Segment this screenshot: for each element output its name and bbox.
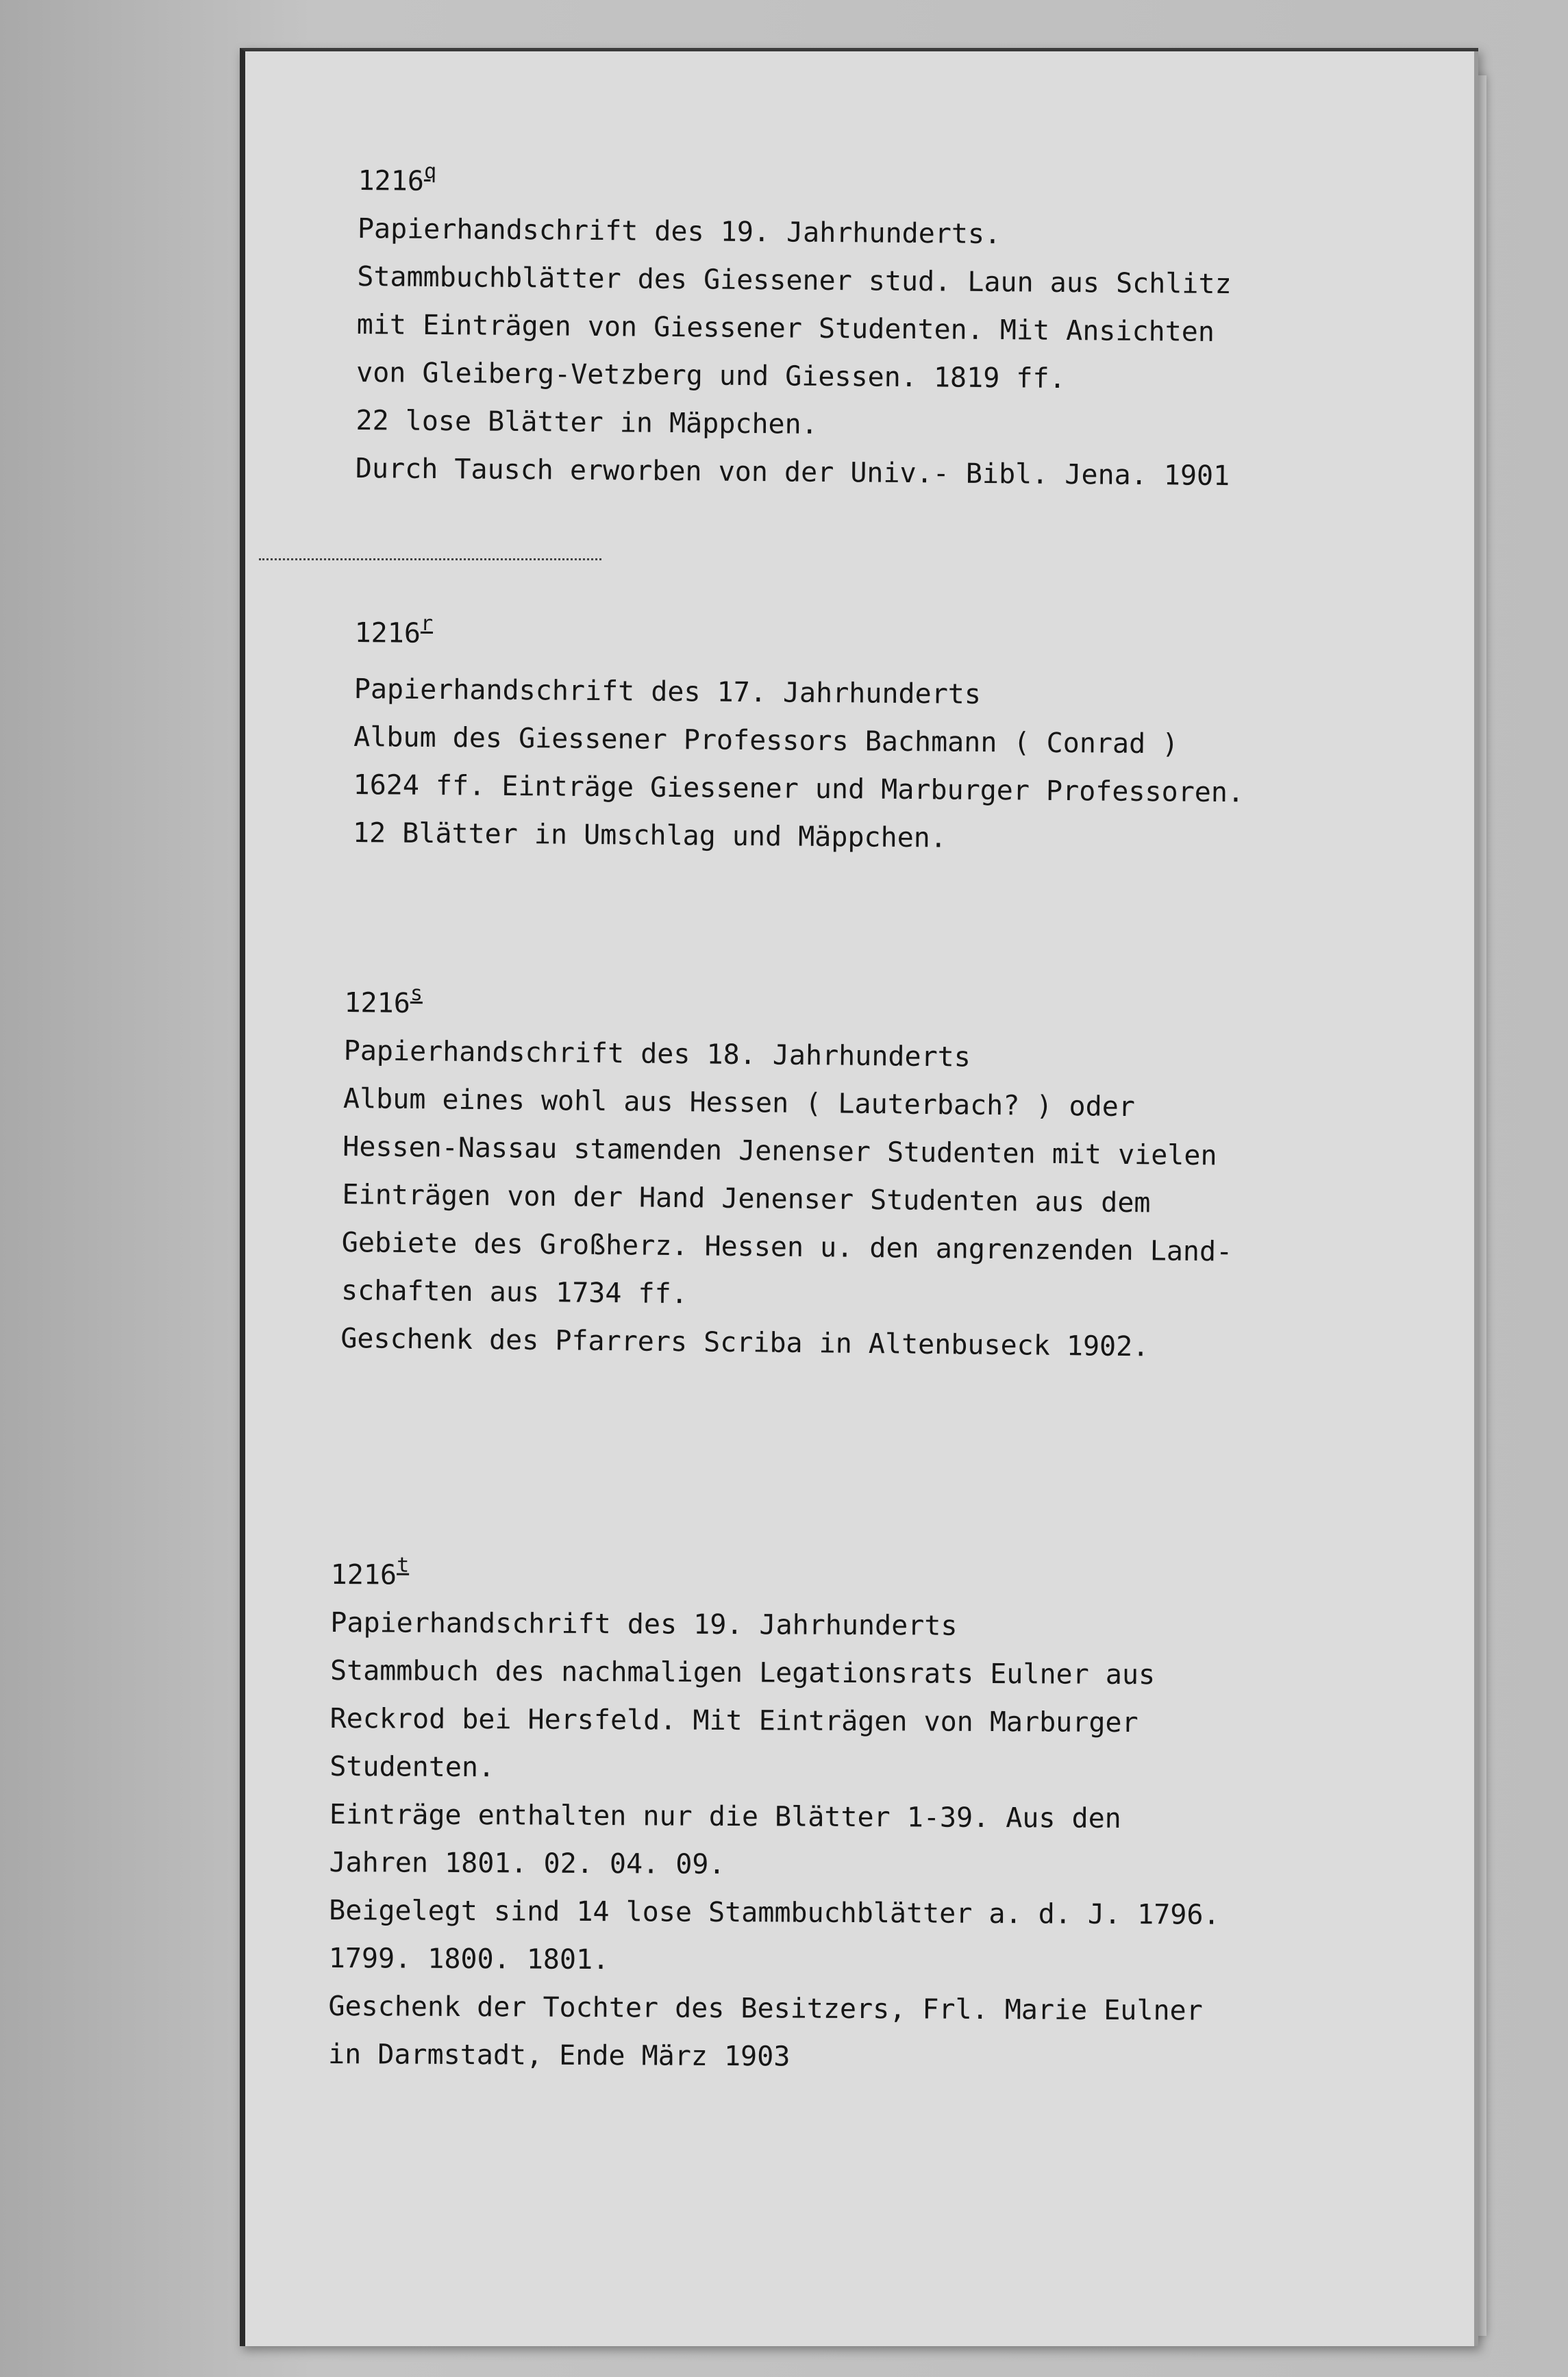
entry-1216q — [356, 147, 1233, 500]
entry-line: Jahren 1801. 02. 04. 09. — [329, 1846, 725, 1881]
entry-line: mit Einträgen von Giessener Studenten. Mit Ansichten — [356, 308, 1215, 348]
shelfmark: 1216$^q$ — [358, 159, 437, 197]
entry-line: 22 lose Blätter in Mäppchen. — [356, 404, 818, 440]
entry-line: in Darmstadt, Ende März 1903 — [327, 2038, 791, 2073]
shelfmark: 1216$^r$ — [354, 611, 434, 649]
entry-line: 1799. 1800. 1801. — [328, 1942, 610, 1976]
entry-line: Einträge enthalten nur die Blätter 1-39. Aus den — [329, 1798, 1121, 1835]
entry-line: Studenten. — [329, 1750, 495, 1784]
catalog-card — [240, 48, 1478, 2346]
entry-line: 1624 ff. Einträge Giessener und Marburger Professoren. — [353, 769, 1245, 809]
entry-line: Stammbuchblätter des Giessener stud. Laun aus Schlitz — [357, 260, 1232, 301]
entry-line: Papierhandschrift des 19. Jahrhunderts. — [357, 212, 1001, 251]
entry-line: 12 Blätter in Umschlag und Mäppchen. — [352, 817, 947, 854]
entry-line: Album eines wohl aus Hessen ( Lauterbach? ) oder — [343, 1082, 1136, 1123]
entry-1216s — [340, 969, 1235, 1372]
entry-line: Beigelegt sind 14 lose Stammbuchblätter a. d. J. 1796. — [329, 1894, 1220, 1931]
shelfmark: 1216$^t$ — [330, 1553, 410, 1591]
entry-line: Papierhandschrift des 17. Jahrhunderts — [353, 673, 982, 710]
entry-line: Geschenk des Pfarrers Scriba in Altenbuseck 1902. — [340, 1322, 1149, 1363]
entry-line: Hessen-Nassau stamenden Jenenser Studenten mit vielen — [343, 1130, 1217, 1172]
entry-1216r — [353, 599, 1246, 864]
entry-line: Reckrod bei Hersfeld. Mit Einträgen von Marburger — [329, 1702, 1138, 1739]
shelfmark: 1216$^s$ — [344, 982, 423, 1020]
entry-line: Geschenk der Tochter des Besitzers, Frl. Marie Eulner — [328, 1990, 1203, 2027]
entry-line: Einträgen von der Hand Jenenser Studenten aus dem — [342, 1178, 1151, 1219]
dotted-mark — [259, 558, 601, 562]
entry-line: von Gleiberg-Vetzberg und Giessen. 1819 ff. — [356, 356, 1066, 395]
entry-1216t — [328, 1541, 1222, 2083]
entry-line: Papierhandschrift des 19. Jahrhunderts — [330, 1606, 958, 1642]
entry-line: schaften aus 1734 ff. — [340, 1274, 688, 1310]
entry-line: Album des Giessener Professors Bachmann ( Conrad ) — [353, 721, 1179, 760]
entry-line: Papierhandschrift des 18. Jahrhunderts — [343, 1034, 971, 1073]
entry-line: Durch Tausch erworben von der Univ.- Bibl. Jena. 1901 — [355, 452, 1230, 493]
entry-line: Stammbuch des nachmaligen Legationsrats Eulner aus — [329, 1654, 1156, 1691]
entry-line: Gebiete des Großherz. Hessen u. den angrenzenden Land- — [341, 1226, 1233, 1268]
